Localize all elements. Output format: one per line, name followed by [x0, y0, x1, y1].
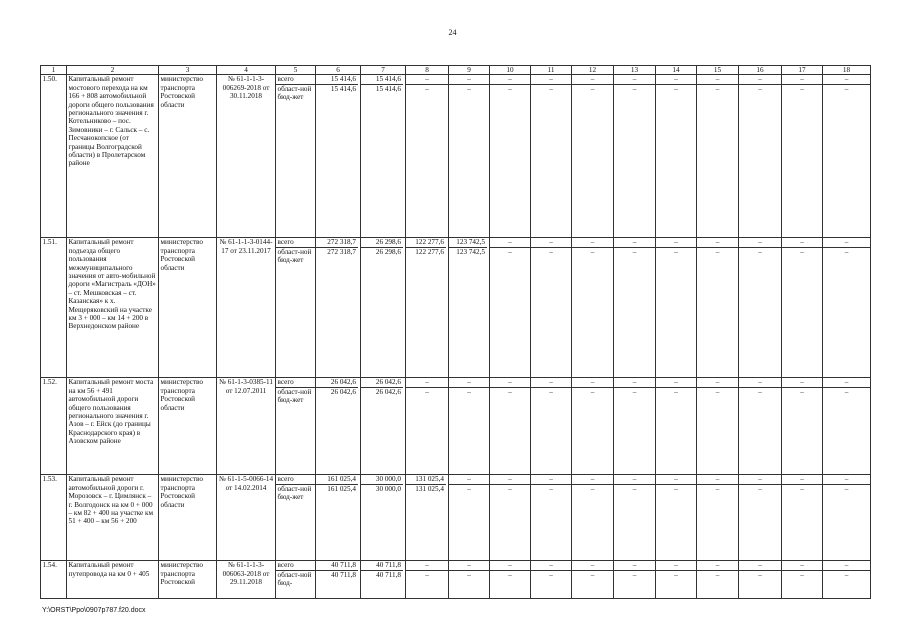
expertise-document: № 61-1-1-3-0144-17 от 23.11.2017 [217, 238, 276, 378]
amount-cell [782, 75, 823, 238]
item-number: 1.51. [41, 238, 67, 378]
amount-regional-budget: 26 298,6 [361, 247, 404, 256]
object-name: Капитальный ремонт путепровода на км 0 + 405 [67, 561, 159, 599]
amount-total: – [425, 561, 429, 570]
amount-regional-budget: – [572, 387, 614, 396]
amount-regional-budget: – [614, 84, 656, 93]
amount-regional-budget: 161 025,4 [316, 484, 359, 493]
amount-total: 123 742,5 [456, 238, 485, 247]
item-number: 1.54. [41, 561, 67, 599]
amount-cell [316, 378, 361, 475]
amount-total: – [758, 475, 762, 484]
amount-total: – [758, 561, 762, 570]
amount-total: – [425, 75, 429, 84]
amount-total: – [674, 238, 678, 247]
amount-total: – [844, 475, 849, 484]
amount-cell [572, 475, 614, 561]
amount-regional-budget: – [697, 484, 739, 493]
object-name: Капитальный ремонт автомобильной дороги г. Морозовск – г. Цимлянск – г. Волгодонск на км 0 + 000 – км 82 + 400 на участке км 51 + 400 – км 56 + 200 [67, 475, 159, 561]
amount-total: – [632, 378, 637, 387]
amount-cell [449, 75, 490, 238]
amount-regional-budget: – [572, 84, 614, 93]
amount-cell [449, 561, 490, 599]
expertise-document: № 61-1-1-3-006063-2018 от 29.11.2018 [217, 561, 276, 599]
amount-regional-budget: – [782, 484, 823, 493]
item-number: 1.52. [41, 378, 67, 475]
amount-total: – [467, 475, 471, 484]
amount-cell [361, 378, 406, 475]
amount-regional-budget: – [531, 387, 572, 396]
amount-total: – [758, 75, 762, 84]
amount-total: – [467, 75, 471, 84]
amount-cell [823, 378, 871, 475]
amount-cell [449, 475, 490, 561]
amount-regional-budget: – [449, 84, 490, 93]
amount-regional-budget: – [697, 570, 739, 579]
amount-cell [656, 75, 697, 238]
table-row [41, 75, 871, 238]
amount-cell [739, 475, 782, 561]
funding-source [276, 75, 316, 238]
amount-total: 161 025,4 [327, 475, 356, 484]
amount-regional-budget: – [490, 84, 531, 93]
amount-total: – [758, 238, 762, 247]
amount-total: – [467, 561, 471, 570]
amount-cell [823, 475, 871, 561]
column-number: 5 [276, 66, 316, 75]
column-number: 12 [572, 66, 614, 75]
amount-regional-budget: – [406, 387, 449, 396]
amount-total: – [590, 238, 595, 247]
amount-total: – [800, 75, 804, 84]
amount-cell [316, 475, 361, 561]
amount-regional-budget: – [739, 484, 782, 493]
amount-cell [614, 561, 656, 599]
column-number: 10 [490, 66, 531, 75]
amount-regional-budget: – [531, 484, 572, 493]
amount-regional-budget: – [656, 570, 697, 579]
amount-total: – [590, 75, 595, 84]
funding-budget-label: област-ной бюд- [276, 570, 316, 588]
amount-cell [449, 238, 490, 378]
amount-cell [697, 561, 739, 599]
column-number: 8 [406, 66, 449, 75]
amount-cell [739, 238, 782, 378]
amount-total: – [674, 561, 678, 570]
amount-total: 131 025,4 [415, 475, 444, 484]
amount-total: – [549, 75, 553, 84]
amount-total: 40 711,8 [376, 561, 401, 570]
column-number: 3 [159, 66, 217, 75]
amount-total: – [844, 561, 849, 570]
funding-budget-label: област-ной бюд-жет [276, 84, 316, 102]
amount-total: – [549, 561, 553, 570]
amount-cell [490, 475, 531, 561]
amount-regional-budget: – [739, 387, 782, 396]
amount-regional-budget: – [656, 247, 697, 256]
amount-total: – [508, 561, 512, 570]
amount-total: – [549, 378, 553, 387]
funding-budget-label: област-ной бюд-жет [276, 247, 316, 265]
amount-regional-budget: – [490, 484, 531, 493]
column-number: 14 [656, 66, 697, 75]
amount-total: – [508, 75, 512, 84]
amount-cell [361, 561, 406, 599]
amount-regional-budget: – [490, 387, 531, 396]
amount-cell [531, 238, 572, 378]
amount-cell [361, 75, 406, 238]
amount-regional-budget: – [531, 84, 572, 93]
amount-cell [697, 378, 739, 475]
amount-regional-budget: – [490, 247, 531, 256]
amount-cell [614, 378, 656, 475]
funding-total-label: всего [277, 378, 294, 387]
amount-cell [823, 561, 871, 599]
amount-regional-budget: 122 277,6 [406, 247, 447, 256]
amount-regional-budget: – [697, 247, 739, 256]
amount-cell [656, 238, 697, 378]
amount-total: – [715, 378, 720, 387]
amount-total: – [715, 238, 720, 247]
amount-cell [531, 378, 572, 475]
amount-regional-budget: – [823, 84, 871, 93]
amount-total: – [800, 238, 804, 247]
amount-total: 272 318,7 [327, 238, 356, 247]
amount-regional-budget: – [572, 247, 614, 256]
amount-cell [406, 378, 449, 475]
funding-source [276, 475, 316, 561]
amount-regional-budget: – [656, 387, 697, 396]
column-number: 13 [614, 66, 656, 75]
funding-total-label: всего [277, 561, 294, 570]
amount-regional-budget: 15 414,6 [361, 84, 404, 93]
amount-regional-budget: – [406, 84, 449, 93]
amount-total: – [590, 561, 595, 570]
amount-cell [406, 75, 449, 238]
amount-total: – [632, 475, 637, 484]
amount-total: – [674, 378, 678, 387]
amount-regional-budget: – [449, 484, 490, 493]
responsible-org: министерство транспорта Ростовской [159, 561, 217, 599]
amount-regional-budget: – [449, 570, 490, 579]
amount-regional-budget: – [739, 247, 782, 256]
amount-cell [361, 238, 406, 378]
amount-total: – [844, 238, 849, 247]
amount-cell [823, 238, 871, 378]
amount-regional-budget: – [782, 570, 823, 579]
amount-cell [316, 75, 361, 238]
amount-regional-budget: – [531, 570, 572, 579]
amount-total: 30 000,0 [375, 475, 401, 484]
column-number: 4 [217, 66, 276, 75]
amount-regional-budget: – [656, 484, 697, 493]
amount-total: – [715, 75, 720, 84]
amount-cell [614, 75, 656, 238]
amount-regional-budget: – [490, 570, 531, 579]
column-number-row [41, 66, 871, 75]
amount-regional-budget: – [614, 387, 656, 396]
amount-total: – [549, 475, 553, 484]
amount-total: – [632, 561, 637, 570]
column-number: 17 [782, 66, 823, 75]
funding-total-label: всего [277, 238, 294, 247]
amount-cell [782, 378, 823, 475]
amount-cell [697, 238, 739, 378]
amount-cell [823, 75, 871, 238]
funding-budget-label: област-ной бюд-жет [276, 387, 316, 405]
amount-cell [739, 561, 782, 599]
amount-total: – [590, 475, 595, 484]
amount-cell [490, 238, 531, 378]
amount-regional-budget: – [697, 84, 739, 93]
amount-regional-budget: – [823, 484, 871, 493]
table-row [41, 475, 871, 561]
object-name: Капитальный ремонт моста на км 56 + 491 автомобильной дороги общего пользования регионального значения г. Азов – г. Ейск (до границы Краснодарского края) в Азовском районе [67, 378, 159, 475]
amount-regional-budget: 30 000,0 [361, 484, 404, 493]
amount-regional-budget: – [572, 570, 614, 579]
amount-regional-budget: – [697, 387, 739, 396]
amount-regional-budget: – [406, 570, 449, 579]
amount-cell [316, 238, 361, 378]
amount-cell [361, 475, 406, 561]
amount-regional-budget: 40 711,8 [316, 570, 359, 579]
amount-regional-budget: 40 711,8 [361, 570, 404, 579]
amount-regional-budget: 123 742,5 [449, 247, 488, 256]
amount-total: – [674, 75, 678, 84]
object-name: Капитальный ремонт подъезда общего пользования межмуниципального значения от авто-мобильной дороги «Магистраль «ДОН» – ст. Мешковская – ст. Казанская» к х. Мещеряковский на участке км 3 + 000 – км 14 + 200 в Верхнедонском районе [67, 238, 159, 378]
amount-cell [531, 561, 572, 599]
amount-total: 15 414,6 [375, 75, 401, 84]
amount-cell [572, 75, 614, 238]
amount-total: – [715, 475, 720, 484]
amount-total: 26 042,6 [330, 378, 356, 387]
amount-cell [449, 378, 490, 475]
amount-total: – [425, 378, 429, 387]
amount-cell [782, 475, 823, 561]
amount-cell [614, 475, 656, 561]
column-number: 1 [41, 66, 67, 75]
amount-total: – [800, 475, 804, 484]
amount-total: – [632, 238, 637, 247]
amount-total: 122 277,6 [415, 238, 444, 247]
amount-cell [406, 561, 449, 599]
amount-cell [656, 378, 697, 475]
amount-cell [697, 75, 739, 238]
amount-regional-budget: – [739, 84, 782, 93]
amount-total: – [844, 75, 849, 84]
program-table [40, 65, 871, 599]
column-number: 6 [316, 66, 361, 75]
amount-total: 26 042,6 [375, 378, 401, 387]
amount-regional-budget: – [823, 570, 871, 579]
amount-cell [782, 238, 823, 378]
amount-regional-budget: – [614, 247, 656, 256]
column-number: 18 [823, 66, 871, 75]
item-number: 1.50. [41, 75, 67, 238]
amount-total: – [549, 238, 553, 247]
amount-total: – [800, 561, 804, 570]
amount-cell [531, 475, 572, 561]
amount-total: – [715, 561, 720, 570]
amount-cell [697, 475, 739, 561]
program-table-container [40, 65, 871, 599]
table-row [41, 378, 871, 475]
funding-source [276, 378, 316, 475]
expertise-document: № 61-1-5-0066-14 от 14.02.2014 [217, 475, 276, 561]
amount-regional-budget: – [782, 84, 823, 93]
column-number: 11 [531, 66, 572, 75]
amount-cell [572, 238, 614, 378]
funding-total-label: всего [277, 75, 294, 84]
amount-total: – [674, 475, 678, 484]
amount-regional-budget: – [823, 387, 871, 396]
amount-regional-budget: 15 414,6 [316, 84, 359, 93]
amount-total: – [590, 378, 595, 387]
responsible-org: министерство транспорта Ростовской области [159, 475, 217, 561]
column-number: 7 [361, 66, 406, 75]
amount-cell [782, 561, 823, 599]
amount-regional-budget: – [531, 247, 572, 256]
funding-source [276, 238, 316, 378]
amount-total: – [844, 378, 849, 387]
amount-cell [739, 75, 782, 238]
amount-cell [490, 561, 531, 599]
amount-total: – [508, 238, 512, 247]
amount-cell [739, 378, 782, 475]
column-number: 9 [449, 66, 490, 75]
table-body [41, 75, 871, 599]
object-name: Капитальный ремонт мостового перехода на км 166 + 808 автомобильной дороги общего пользования регионального значения г. Котельниково – пос. Зимовники – г. Сальск – с. Песчанокопское (от границы Волгоградской области) в Пролетарском районе [67, 75, 159, 238]
amount-cell [656, 475, 697, 561]
amount-cell [614, 238, 656, 378]
column-number: 15 [697, 66, 739, 75]
amount-cell [490, 75, 531, 238]
amount-total: 40 711,8 [331, 561, 356, 570]
funding-source [276, 561, 316, 599]
amount-regional-budget: – [572, 484, 614, 493]
amount-cell [656, 561, 697, 599]
amount-regional-budget: – [614, 484, 656, 493]
amount-regional-budget: – [782, 387, 823, 396]
amount-cell [316, 561, 361, 599]
amount-regional-budget: – [449, 387, 490, 396]
responsible-org: министерство транспорта Ростовской области [159, 238, 217, 378]
amount-regional-budget: 272 318,7 [316, 247, 359, 256]
amount-total: – [632, 75, 637, 84]
column-number: 2 [67, 66, 159, 75]
amount-total: – [508, 378, 512, 387]
amount-cell [406, 238, 449, 378]
amount-regional-budget: – [656, 84, 697, 93]
amount-total: 26 298,6 [375, 238, 401, 247]
amount-regional-budget: 131 025,4 [406, 484, 447, 493]
file-path-footer: Y:\ORST\Ppo\0907p787.f20.docx [42, 607, 146, 614]
column-number: 16 [739, 66, 782, 75]
amount-regional-budget: 26 042,6 [316, 387, 359, 396]
funding-budget-label: област-ной бюд-жет [276, 484, 316, 502]
table-row [41, 561, 871, 599]
amount-total: 15 414,6 [330, 75, 356, 84]
amount-regional-budget: – [782, 247, 823, 256]
amount-cell [406, 475, 449, 561]
amount-regional-budget: – [739, 570, 782, 579]
funding-total-label: всего [277, 475, 294, 484]
amount-cell [572, 561, 614, 599]
amount-total: – [758, 378, 762, 387]
page-number: 24 [448, 28, 457, 37]
amount-cell [531, 75, 572, 238]
amount-regional-budget: – [614, 570, 656, 579]
item-number: 1.53. [41, 475, 67, 561]
responsible-org: министерство транспорта Ростовской области [159, 378, 217, 475]
table-row [41, 238, 871, 378]
amount-total: – [467, 378, 471, 387]
amount-regional-budget: 26 042,6 [361, 387, 404, 396]
amount-total: – [508, 475, 512, 484]
amount-cell [572, 378, 614, 475]
amount-regional-budget: – [823, 247, 871, 256]
expertise-document: № 61-1-1-3-006269-2018 от 30.11.2018 [217, 75, 276, 238]
amount-total: – [800, 378, 804, 387]
amount-cell [490, 378, 531, 475]
responsible-org: министерство транспорта Ростовской области [159, 75, 217, 238]
expertise-document: № 61-1-3-0385-11 от 12.07.2011 [217, 378, 276, 475]
